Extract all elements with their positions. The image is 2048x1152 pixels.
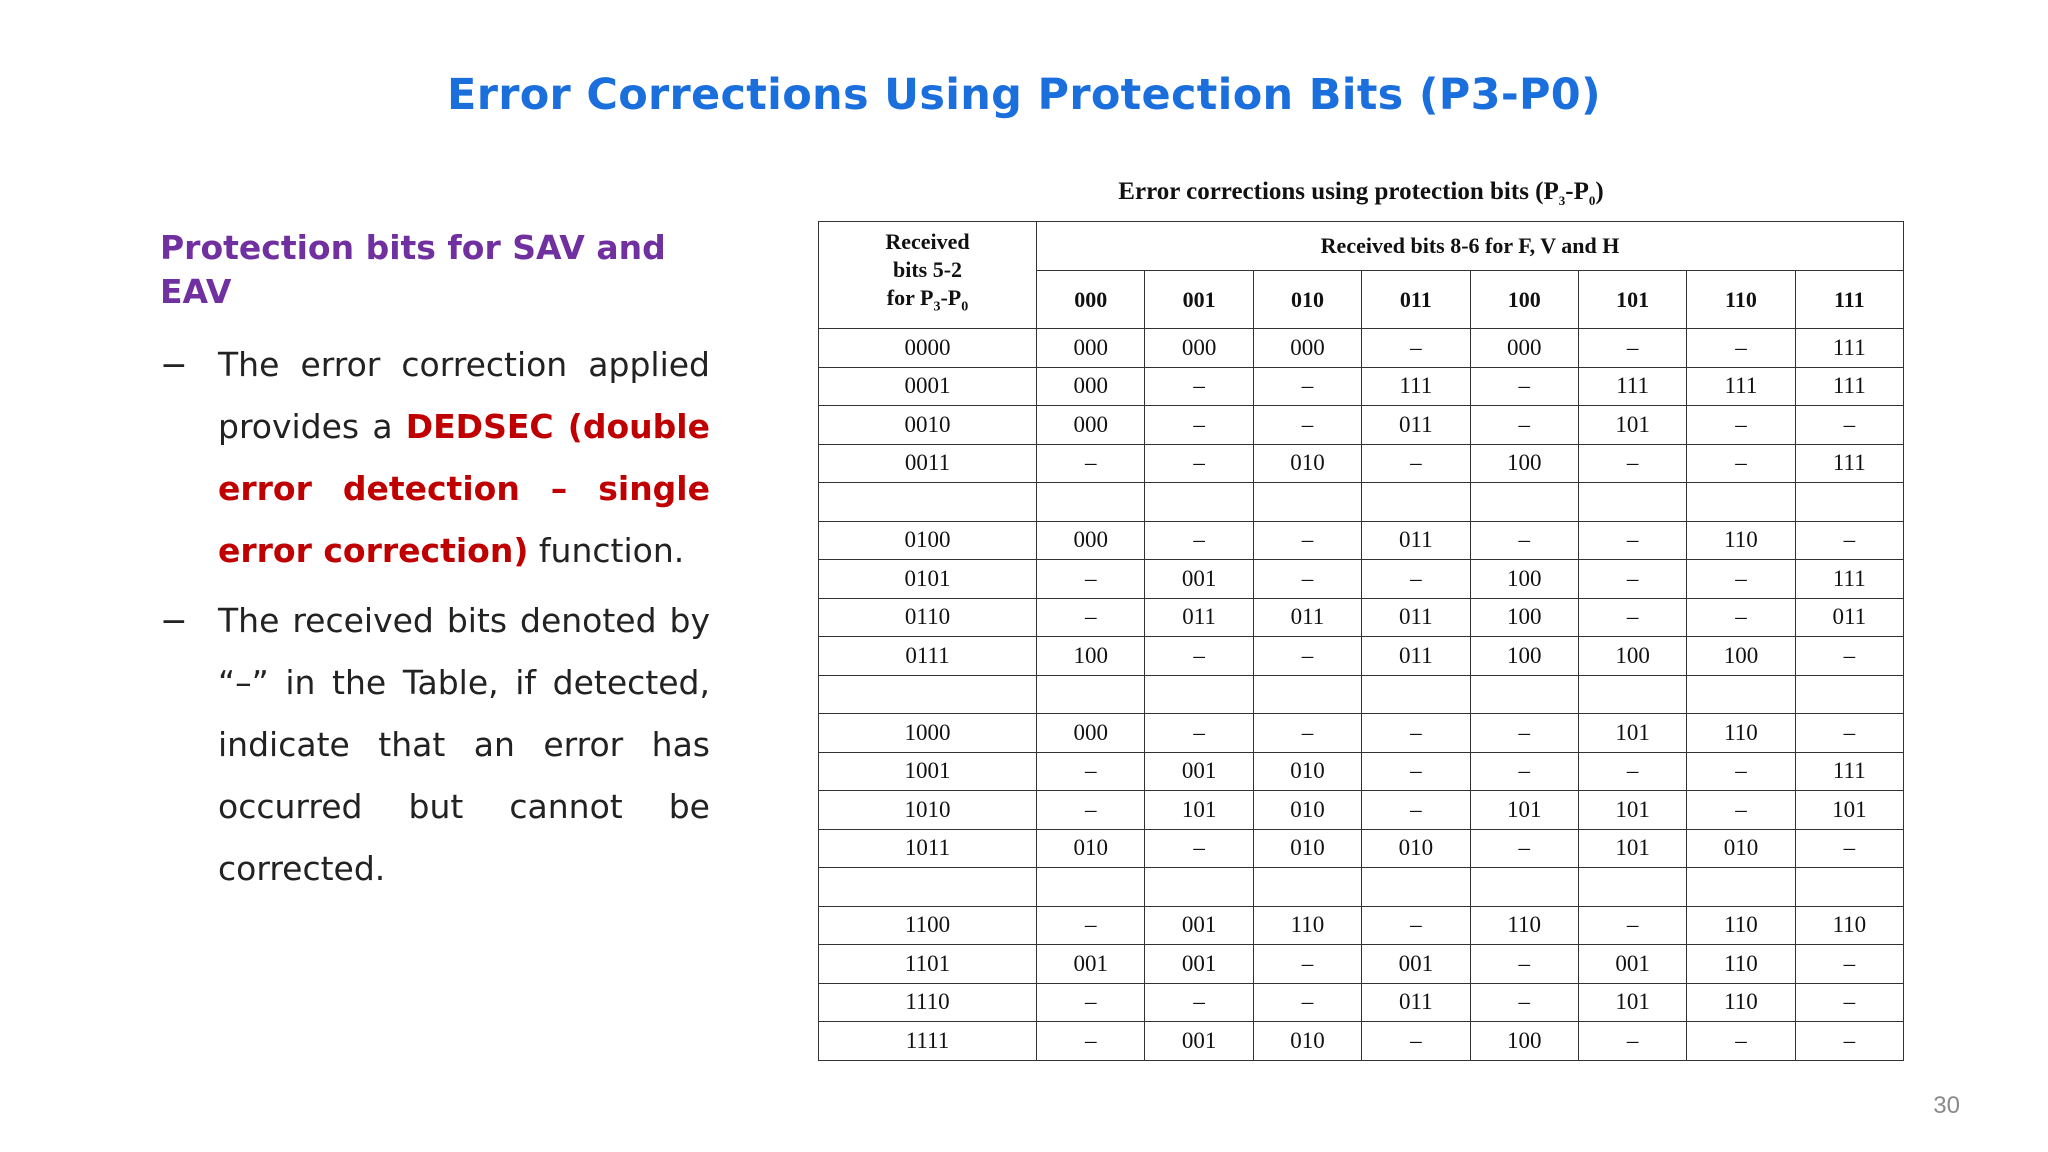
row-label-cell: 0010 (819, 406, 1037, 445)
table-row (819, 1022, 1904, 1061)
table-row (819, 560, 1904, 599)
table-row (819, 521, 1904, 560)
table-row (819, 868, 1904, 907)
table-cell: 100 (1470, 560, 1578, 599)
column-header: 001 (1145, 271, 1253, 329)
table-cell: – (1470, 829, 1578, 868)
table-cell (1795, 675, 1903, 714)
table-cell: 100 (1470, 637, 1578, 676)
row-label-cell: 0000 (819, 329, 1037, 368)
table-cell (1037, 675, 1145, 714)
error-correction-table (818, 221, 1904, 1061)
table-cell: 101 (1145, 791, 1253, 830)
table-cell: – (1470, 983, 1578, 1022)
table-cell: 100 (1470, 598, 1578, 637)
table-cell: 011 (1362, 637, 1470, 676)
row-label-cell: 0111 (819, 637, 1037, 676)
table-cell: – (1470, 714, 1578, 753)
table-cell: – (1253, 945, 1361, 984)
table-row (819, 637, 1904, 676)
table-cell: 110 (1687, 945, 1795, 984)
table-cell: – (1687, 1022, 1795, 1061)
table-cell: – (1037, 560, 1145, 599)
row-label-cell: 0110 (819, 598, 1037, 637)
table-cell: – (1037, 752, 1145, 791)
table-cell: – (1578, 598, 1686, 637)
column-header: 101 (1578, 271, 1686, 329)
table-cell: 001 (1145, 1022, 1253, 1061)
table-cell: – (1687, 444, 1795, 483)
table-cell: – (1037, 444, 1145, 483)
highlight-dedsec: DEDSEC (double error detection – single error correction) (218, 407, 710, 570)
table-cell (1037, 483, 1145, 522)
table-cell: 001 (1037, 945, 1145, 984)
table-cell (1145, 675, 1253, 714)
table-cell (1253, 483, 1361, 522)
table-row (819, 714, 1904, 753)
table-cell: – (1145, 406, 1253, 445)
table-cell: 011 (1145, 598, 1253, 637)
row-label-cell: 0001 (819, 367, 1037, 406)
table-cell: 101 (1578, 983, 1686, 1022)
row-label-cell (819, 868, 1037, 907)
table-cell: 001 (1145, 945, 1253, 984)
table-cell (1470, 675, 1578, 714)
table-cell (1687, 868, 1795, 907)
table-cell: 101 (1470, 791, 1578, 830)
table-cell: – (1145, 983, 1253, 1022)
table-cell: – (1470, 752, 1578, 791)
table-cell: 000 (1145, 329, 1253, 368)
table-cell: – (1795, 406, 1903, 445)
caption-text: Error corrections using protection bits (P (1118, 178, 1559, 205)
table-caption (818, 178, 1904, 209)
table-cell: 100 (1470, 1022, 1578, 1061)
table-cell: – (1578, 1022, 1686, 1061)
caption-text: -P (1565, 178, 1589, 205)
table-cell (1687, 483, 1795, 522)
table-cell: – (1037, 983, 1145, 1022)
bullet-text-post: function. (528, 531, 685, 570)
table-row (819, 752, 1904, 791)
row-label-cell (819, 675, 1037, 714)
table-cell: – (1145, 637, 1253, 676)
table-cell: 000 (1037, 714, 1145, 753)
slide-title: Error Corrections Using Protection Bits (P3-P0) (447, 70, 1601, 120)
table-cell: 100 (1470, 444, 1578, 483)
caption-sub: 3 (1558, 193, 1566, 208)
row-label-cell: 1100 (819, 906, 1037, 945)
table-cell: – (1687, 752, 1795, 791)
table-cell: – (1362, 752, 1470, 791)
table-cell (1362, 675, 1470, 714)
table-cell: 110 (1253, 906, 1361, 945)
table-cell: – (1687, 329, 1795, 368)
table-cell: 010 (1687, 829, 1795, 868)
table-cell: 000 (1470, 329, 1578, 368)
table-row (819, 406, 1904, 445)
table-cell: 111 (1795, 560, 1903, 599)
text-panel (160, 226, 710, 908)
table-cell: 011 (1795, 598, 1903, 637)
table-row (819, 483, 1904, 522)
column-group-header: Received bits 8-6 for F, V and H (1037, 222, 1904, 271)
table-cell: 101 (1578, 791, 1686, 830)
table-cell: – (1037, 1022, 1145, 1061)
table-row (819, 906, 1904, 945)
table-cell: 011 (1362, 521, 1470, 560)
row-label-cell: 0101 (819, 560, 1037, 599)
table-cell: 111 (1795, 367, 1903, 406)
table-row (819, 367, 1904, 406)
column-header: 010 (1253, 271, 1361, 329)
table-cell: 101 (1795, 791, 1903, 830)
row-label-cell: 1000 (819, 714, 1037, 753)
table-cell: – (1578, 521, 1686, 560)
column-header: 111 (1795, 271, 1903, 329)
table-cell (1145, 483, 1253, 522)
table-cell: 010 (1362, 829, 1470, 868)
table-cell: 110 (1687, 983, 1795, 1022)
table-cell: – (1253, 406, 1361, 445)
table-row (819, 945, 1904, 984)
row-label-cell: 0100 (819, 521, 1037, 560)
column-header: 100 (1470, 271, 1578, 329)
table-cell: 010 (1253, 752, 1361, 791)
bullet-text: The received bits denoted by “–” in the Table, if detected, indicate that an error has occurred but cannot be corrected. (218, 601, 710, 888)
caption-text: ) (1595, 178, 1604, 205)
table-cell: 111 (1687, 367, 1795, 406)
table-cell: 111 (1795, 444, 1903, 483)
table-cell: 111 (1795, 752, 1903, 791)
table-cell: – (1470, 367, 1578, 406)
row-label-cell: 1011 (819, 829, 1037, 868)
table-cell: – (1253, 367, 1361, 406)
table-cell: 011 (1362, 406, 1470, 445)
table-cell (1578, 483, 1686, 522)
table-row (819, 829, 1904, 868)
table-cell: – (1362, 560, 1470, 599)
row-label-cell: 1101 (819, 945, 1037, 984)
table-cell: – (1687, 406, 1795, 445)
bullet-item-dedsec (160, 334, 710, 582)
table-cell: 001 (1578, 945, 1686, 984)
row-label-cell: 1110 (819, 983, 1037, 1022)
table-cell: 001 (1362, 945, 1470, 984)
table-cell: 010 (1253, 791, 1361, 830)
table-cell (1362, 868, 1470, 907)
table-row (819, 444, 1904, 483)
table-cell: 111 (1795, 329, 1903, 368)
table-cell: 011 (1362, 983, 1470, 1022)
table-cell (1145, 868, 1253, 907)
table-cell: 010 (1037, 829, 1145, 868)
table-cell (1253, 675, 1361, 714)
caption-sub: 0 (1588, 193, 1596, 208)
table-cell: – (1687, 560, 1795, 599)
table-cell (1470, 868, 1578, 907)
table-cell: – (1578, 444, 1686, 483)
column-header: 110 (1687, 271, 1795, 329)
table-cell: – (1145, 521, 1253, 560)
table-cell: 000 (1037, 367, 1145, 406)
table-cell: – (1795, 829, 1903, 868)
table-cell: 110 (1795, 906, 1903, 945)
table-cell: – (1470, 945, 1578, 984)
table-row (819, 791, 1904, 830)
table-cell: 000 (1037, 521, 1145, 560)
table-cell: 000 (1037, 329, 1145, 368)
table-cell: – (1362, 1022, 1470, 1061)
table-cell: 001 (1145, 560, 1253, 599)
row-label-cell: 1111 (819, 1022, 1037, 1061)
table-cell: 010 (1253, 829, 1361, 868)
table-cell: 010 (1253, 1022, 1361, 1061)
table-cell: 011 (1362, 598, 1470, 637)
table-row (819, 329, 1904, 368)
table-cell: – (1362, 791, 1470, 830)
table-cell: – (1145, 367, 1253, 406)
table-cell: 110 (1470, 906, 1578, 945)
table-cell: – (1795, 1022, 1903, 1061)
table-cell (1470, 483, 1578, 522)
table-cell: 000 (1253, 329, 1361, 368)
table-cell: – (1578, 560, 1686, 599)
column-header: 011 (1362, 271, 1470, 329)
table-cell: – (1687, 791, 1795, 830)
bullet-dash: − (160, 345, 188, 384)
table-cell: – (1362, 329, 1470, 368)
table-cell: 101 (1578, 829, 1686, 868)
table-cell: 000 (1037, 406, 1145, 445)
row-label-cell: 0011 (819, 444, 1037, 483)
table-cell (1578, 868, 1686, 907)
table-cell: – (1578, 906, 1686, 945)
section-heading: Protection bits for SAV and EAV (160, 228, 666, 311)
table-cell (1037, 868, 1145, 907)
table-cell: – (1470, 406, 1578, 445)
table-cell: 111 (1578, 367, 1686, 406)
table-cell: – (1037, 791, 1145, 830)
table-cell: 100 (1037, 637, 1145, 676)
table-cell: – (1037, 598, 1145, 637)
row-label-cell: 1010 (819, 791, 1037, 830)
table-cell: 101 (1578, 714, 1686, 753)
table-cell: – (1795, 714, 1903, 753)
table-cell: – (1795, 983, 1903, 1022)
table-cell: – (1145, 444, 1253, 483)
table-cell: – (1795, 945, 1903, 984)
bullet-text-pre: The error correction applied provides a (218, 345, 710, 446)
table-cell: – (1253, 714, 1361, 753)
table-cell: – (1687, 598, 1795, 637)
table-cell: 110 (1687, 714, 1795, 753)
table-cell: – (1145, 714, 1253, 753)
table-cell: – (1470, 521, 1578, 560)
table-cell: – (1795, 637, 1903, 676)
table-cell: – (1253, 983, 1361, 1022)
table-cell: – (1145, 829, 1253, 868)
table-cell: 010 (1253, 444, 1361, 483)
table-cell: 001 (1145, 906, 1253, 945)
table-row (819, 983, 1904, 1022)
row-label-cell: 1001 (819, 752, 1037, 791)
table-cell: – (1578, 329, 1686, 368)
table-cell (1362, 483, 1470, 522)
table-cell: – (1037, 906, 1145, 945)
table-cell (1578, 675, 1686, 714)
bullet-dash: − (160, 601, 188, 640)
table-cell: – (1578, 752, 1686, 791)
table-cell (1795, 868, 1903, 907)
table-row (819, 598, 1904, 637)
column-header: 000 (1037, 271, 1145, 329)
table-cell: 101 (1578, 406, 1686, 445)
page-number: 30 (1933, 1092, 1960, 1119)
table-row (819, 675, 1904, 714)
table-cell: – (1362, 444, 1470, 483)
bullet-item-dash-meaning (160, 590, 710, 900)
row-label-cell (819, 483, 1037, 522)
table-cell (1687, 675, 1795, 714)
table-cell: 001 (1145, 752, 1253, 791)
table-cell: – (1253, 560, 1361, 599)
table-cell: – (1795, 521, 1903, 560)
table-cell: 011 (1253, 598, 1361, 637)
table-cell: 110 (1687, 521, 1795, 560)
table-cell: 100 (1578, 637, 1686, 676)
table-cell: – (1362, 714, 1470, 753)
table-cell (1795, 483, 1903, 522)
table-cell (1253, 868, 1361, 907)
table-cell: – (1253, 637, 1361, 676)
table-cell: 111 (1362, 367, 1470, 406)
table-cell: – (1362, 906, 1470, 945)
table-cell: – (1253, 521, 1361, 560)
row-header-label: Received bits 5-2 for $P_3-P_0$ (819, 222, 1037, 329)
table-cell: 110 (1687, 906, 1795, 945)
table-cell: 100 (1687, 637, 1795, 676)
